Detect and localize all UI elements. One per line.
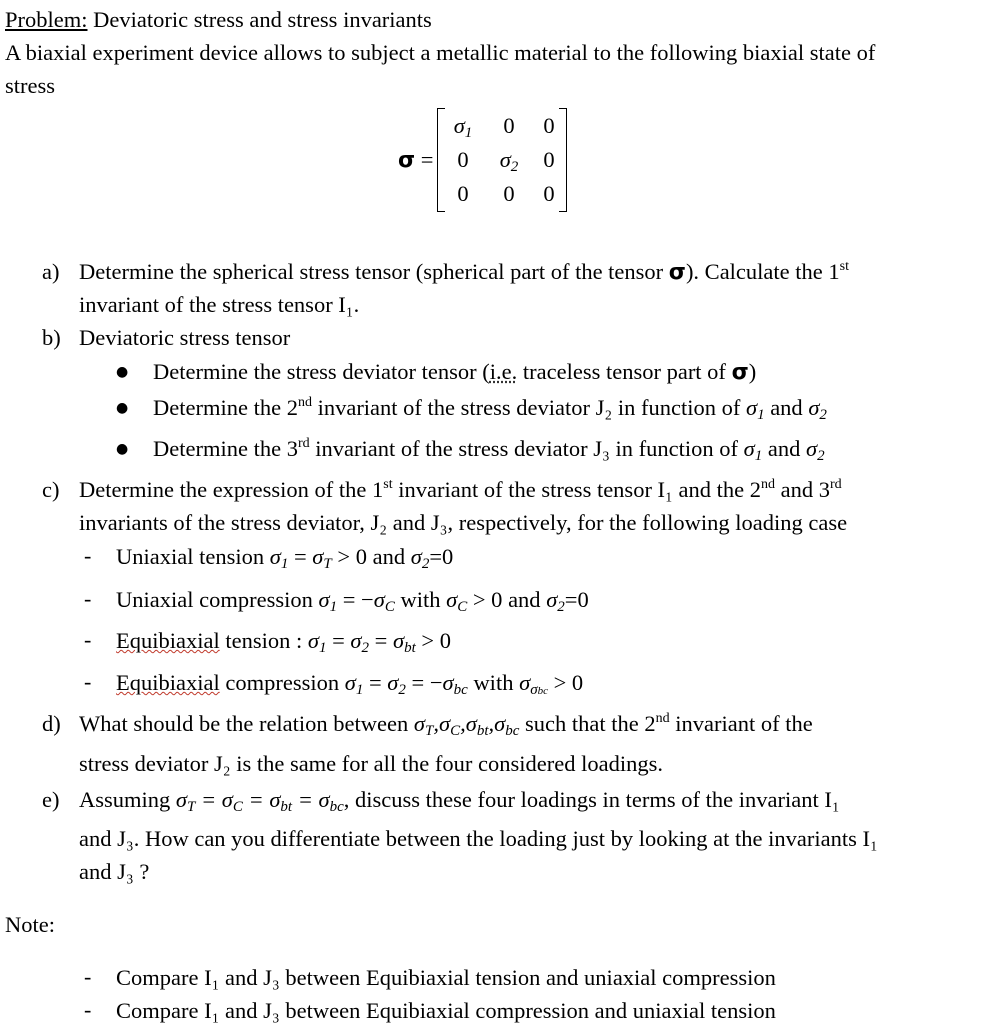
- matrix-cell: 0: [457, 147, 469, 172]
- note-item-2: Compare I₁ and J₃ between Equibiaxial compression and uniaxial tension: [116, 998, 776, 1023]
- case-label: Uniaxial tension: [116, 544, 265, 569]
- problem-heading: [5, 6, 432, 33]
- part-c-text: invariant of the stress tensor I₁ and the 2: [392, 477, 761, 502]
- intro-line-1: A biaxial experiment device allows to subject a metallic material to the following biaxial state of: [5, 40, 876, 65]
- case-equibiaxial-tension: Equibiaxial tension : $\sigma_1 = \sigma_2 = \sigma_{bt} > 0$: [116, 628, 451, 656]
- superscript: nd: [297, 395, 312, 410]
- part-b-bullet-1: Determine the stress deviator tensor (i.e. traceless tensor part of σ): [153, 359, 757, 385]
- case-label: compression: [219, 670, 340, 695]
- case-label: Equibiaxial: [116, 670, 220, 695]
- case-label: Uniaxial compression: [116, 587, 313, 612]
- and-word: and: [770, 395, 803, 420]
- part-e-line-2: and J₃. How can you differentiate between the loading just by looking at the invariants I₁: [79, 826, 878, 851]
- sigma-tensor-symbol: σ: [668, 260, 686, 285]
- part-b-bullet-2: Determine the 2nd invariant of the stress deviator J₂ in function of $\sigma_1$ and $\sigma_2$: [153, 395, 827, 423]
- with-word: with: [473, 670, 514, 695]
- part-a-line-2: invariant of the stress tensor I₁.: [79, 292, 360, 317]
- part-a-text: ). Calculate the 1: [685, 259, 840, 284]
- superscript: st: [383, 477, 393, 492]
- matrix-cell: 0: [503, 113, 515, 138]
- matrix-cell: $\sigma_2$: [499, 147, 519, 175]
- intro-line-2: stress: [5, 73, 55, 98]
- sigma-tensor-symbol: σ: [731, 360, 749, 385]
- bullet-text: invariant of the stress deviator J₂ in function of: [311, 395, 741, 420]
- matrix-lhs: [398, 146, 433, 174]
- case-uniaxial-compression: Uniaxial compression $\sigma_1 = -\sigma_C$ with $\sigma_C > 0$ and $\sigma_2=0$: [116, 587, 589, 615]
- part-d-text: What should be the relation between: [79, 711, 409, 736]
- bullet-text: traceless tensor part of: [517, 359, 732, 384]
- part-d-line-1: What should be the relation between $\sigma_T,\sigma_C,\sigma_{bt},\sigma_{bc}$ such that the 2nd invariant of the: [79, 711, 813, 739]
- and-word: and: [508, 587, 541, 612]
- matrix-cell: $\sigma_1$: [453, 113, 473, 141]
- part-c-line-1: [79, 476, 842, 503]
- matrix-cell: 0: [543, 181, 555, 206]
- case-uniaxial-tension: Uniaxial tension $\sigma_1 = \sigma_T > 0$ and $\sigma_2=0$: [116, 544, 454, 572]
- part-c-label: c): [42, 477, 60, 502]
- bullet-text: Determine the 3: [153, 436, 298, 461]
- part-e-line-3: and J₃ ?: [79, 859, 150, 884]
- case-label: tension :: [219, 628, 303, 653]
- bullet-text: Determine the stress deviator tensor (: [153, 359, 490, 384]
- part-b-label: b): [42, 325, 61, 350]
- part-b-title: Deviatoric stress tensor: [79, 325, 291, 350]
- note-item-1: Compare I₁ and J₃ between Equibiaxial tension and uniaxial compression: [116, 965, 776, 990]
- problem-label: Problem:: [5, 7, 88, 32]
- case-label: Equibiaxial: [116, 628, 220, 653]
- bullet-icon: ●: [116, 364, 129, 380]
- matrix-cell: 0: [503, 181, 515, 206]
- dash-marker: -: [84, 997, 92, 1022]
- problem-title: Deviatoric stress and stress invariants: [93, 7, 432, 32]
- part-d-line-2: stress deviator J₂ is the same for all the four considered loadings.: [79, 751, 663, 776]
- matrix-cell: 0: [543, 147, 555, 172]
- bullet-text: invariant of the stress deviator J₃ in function of: [309, 436, 738, 461]
- ie-abbrev: i.e.: [489, 359, 518, 384]
- part-b-bullet-3: Determine the 3rd invariant of the stress deviator J₃ in function of $\sigma_1$ and $\sigma_2$: [153, 436, 825, 464]
- part-a-text: Determine the spherical stress tensor (spherical part of the tensor: [79, 259, 664, 284]
- and-word: and: [372, 544, 406, 569]
- stress-matrix: [437, 108, 567, 210]
- superscript: rd: [830, 477, 842, 492]
- part-d-text: such that the 2: [525, 711, 656, 736]
- superscript: st: [839, 259, 849, 274]
- superscript: rd: [297, 436, 310, 451]
- part-e-label: e): [42, 787, 60, 812]
- superscript: nd: [655, 711, 670, 726]
- dash-marker: -: [84, 964, 92, 989]
- superscript: nd: [761, 477, 775, 492]
- bullet-text: Determine the 2: [153, 395, 298, 420]
- case-equibiaxial-compression: Equibiaxial compression $\sigma_1 = \sigma_2 = -\sigma_{bc}$ with $\sigma_{\sigma bc} > 0$: [116, 670, 584, 698]
- matrix-cell: 0: [457, 181, 469, 206]
- part-e-text: , discuss these four loadings in terms of the invariant I₁: [343, 787, 840, 812]
- equals-sign: =: [420, 147, 434, 172]
- matrix-cell: 0: [543, 113, 555, 138]
- part-a-line-1: [79, 258, 849, 286]
- dash-marker: -: [84, 586, 92, 611]
- sigma-tensor-symbol: σ: [398, 148, 416, 173]
- part-c-text: and 3: [775, 477, 830, 502]
- note-label: Note:: [5, 912, 55, 937]
- bullet-icon: ●: [116, 441, 129, 457]
- dash-marker: -: [84, 627, 92, 652]
- dash-marker: -: [84, 543, 92, 568]
- part-a-label: a): [42, 259, 60, 284]
- part-d-label: d): [42, 711, 61, 736]
- part-e-line-1: Assuming $\sigma_T = \sigma_C = \sigma_{bt} = \sigma_{bc}$, discuss these four loadings in terms of the invariant I₁: [79, 787, 840, 815]
- with-word: with: [400, 587, 441, 612]
- bullet-icon: ●: [116, 400, 129, 416]
- dash-marker: -: [84, 669, 92, 694]
- part-d-text: invariant of the: [669, 711, 813, 736]
- part-c-line-2: invariants of the stress deviator, J₂ and J₃, respectively, for the following loading case: [79, 510, 848, 535]
- and-word: and: [767, 436, 801, 461]
- part-c-text: Determine the expression of the 1: [79, 477, 384, 502]
- part-e-text: Assuming: [79, 787, 171, 812]
